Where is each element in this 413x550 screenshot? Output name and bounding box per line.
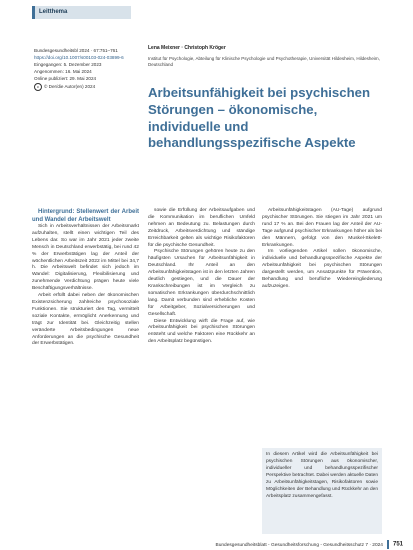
article-title: Arbeitsunfähigkeit bei psychischen Störungen – ökonomische, individuelle und behandlungsspezifische Aspekte	[148, 85, 371, 151]
doi-link[interactable]: https://doi.org/10.1007/s00103-024-03899-6	[34, 54, 124, 60]
journal-citation: Bundesgesundheitsbl 2024 · 67:751–761	[34, 48, 118, 53]
copyright-text: © Der/die Autor(en) 2024	[44, 83, 96, 89]
article-metadata	[34, 48, 144, 91]
column-2	[148, 208, 255, 346]
paragraph: Arbeit erfüllt dabei neben der ökonomischen Existenzsicherung zahlreiche psychosoziale Funktionen. Sie strukturiert den Tag, vermittelt soziale Kontakte, ermöglicht Anerkennung und trägt zur Identität bei. Gleichzeitig stellen veränderte Arbeitsbedingungen neue Anforderungen an die psychische Gesundheit der Erwerbstätigen.	[32, 293, 139, 347]
section-heading: Hintergrund: Stellenwert der Arbeit und Wandel der Arbeitswelt	[32, 209, 139, 223]
page-number: 751	[392, 541, 403, 548]
accepted-date: Angenommen: 16. Mai 2024	[34, 68, 92, 74]
paragraph: Im vorliegenden Artikel sollen ökonomische, individuelle und behandlungsspezifische Aspekte der Arbeitsunfähigkeit bei psychischen Störungen dargestellt werden, um Ansatzpunkte für Prävention, Behandlung und berufliche Wiedereingliederung aufzuzeigen.	[262, 249, 382, 289]
column-1	[32, 208, 139, 348]
received-date: Eingegangen: 5. Dezember 2023	[34, 61, 102, 67]
author-names: Lena Meixner · Christoph Kröger	[148, 45, 226, 51]
paragraph: Arbeitsunfähigkeitstagen (AU-Tage) aufgrund psychischer Störungen. Sie stiegen im Jahr 2021 um rund 17 % an. Bei den Frauen lag der Anteil der AU-Tage aufgrund psychischer Erkrankungen höher als bei den Männern, gefolgt von den Muskel-Skelett-Erkrankungen.	[262, 208, 382, 248]
online-date: Online publiziert: 29. Mai 2024	[34, 75, 97, 81]
footer-journal: Bundesgesundheitsblatt - Gesundheitsforschung - Gesundheitsschutz 7 · 2024	[215, 542, 383, 548]
open-access-icon: c	[34, 83, 42, 91]
paragraph: sowie die Erfüllung der Arbeitsaufgaben und die Kommunikation im beruflichen Umfeld nehmen an Bedeutung zu. Belastungen durch Zeitdruck, Arbeitsverdichtung und ständige Erreichbarkeit gelten als wichtige Risikofaktoren für die psychische Gesundheit.	[148, 208, 255, 248]
copyright-line	[34, 83, 144, 91]
page-footer	[216, 540, 403, 549]
paragraph: Sich in Arbeitsverhältnissen der Arbeitsmarkt aufzuhalten, stellt einen wichtigen Teil des Lebens dar. So war im Jahr 2021 jeder zweite Mensch in Deutschland erwerbstätig, bei rund 42 % der Erwerbstätigen lag der Anteil der wöchentlichen Arbeitszeit 2022 im Mittel bei 34,7 h. Die Arbeitswelt befindet sich jedoch im Wandel: Digitalisierung, Flexibilisierung und zunehmende Verdichtung prägen heute viele Beschäftigungsverhältnisse.	[32, 224, 139, 292]
column-3	[262, 208, 382, 291]
info-box: In diesem Artikel wird die Arbeitsunfähigkeit bei psychischen Störungen aus ökonomischer, individueller und behandlungsspezifischer Perspektive betrachtet. Dabei werden aktuelle Daten zu Arbeitsunfähigkeitstagen, Risikofaktoren sowie Möglichkeiten der Behandlung und Rückkehr an den Arbeitsplatz zusammengefasst.	[262, 448, 382, 534]
paragraph: Psychische Störungen gehören heute zu den häufigsten Ursachen für Arbeitsunfähigkeit in Deutschland. Ihr Anteil an den Arbeitsunfähigkeitstagen ist in den letzten Jahren deutlich gestiegen, und die Dauer der Krankschreibungen ist im Vergleich zu somatischen Erkrankungen überdurchschnittlich lang. Damit verbunden sind erhebliche Kosten für Arbeitgeber, Sozialversicherungen und Gesellschaft.	[148, 249, 255, 317]
paragraph: Diese Entwicklung wirft die Frage auf, wie Arbeitsunfähigkeit bei psychischen Störungen entsteht und welche Faktoren eine Rückkehr an den Arbeitsplatz begünstigen.	[148, 318, 255, 345]
footer-divider	[387, 540, 389, 549]
rubric-label: Leitthema	[32, 6, 131, 19]
author-affiliation: Institut für Psychologie, Abteilung für Klinische Psychologie und Psychotherapie, Universität Hildesheim, Hildesheim, Deutschland	[148, 56, 380, 68]
